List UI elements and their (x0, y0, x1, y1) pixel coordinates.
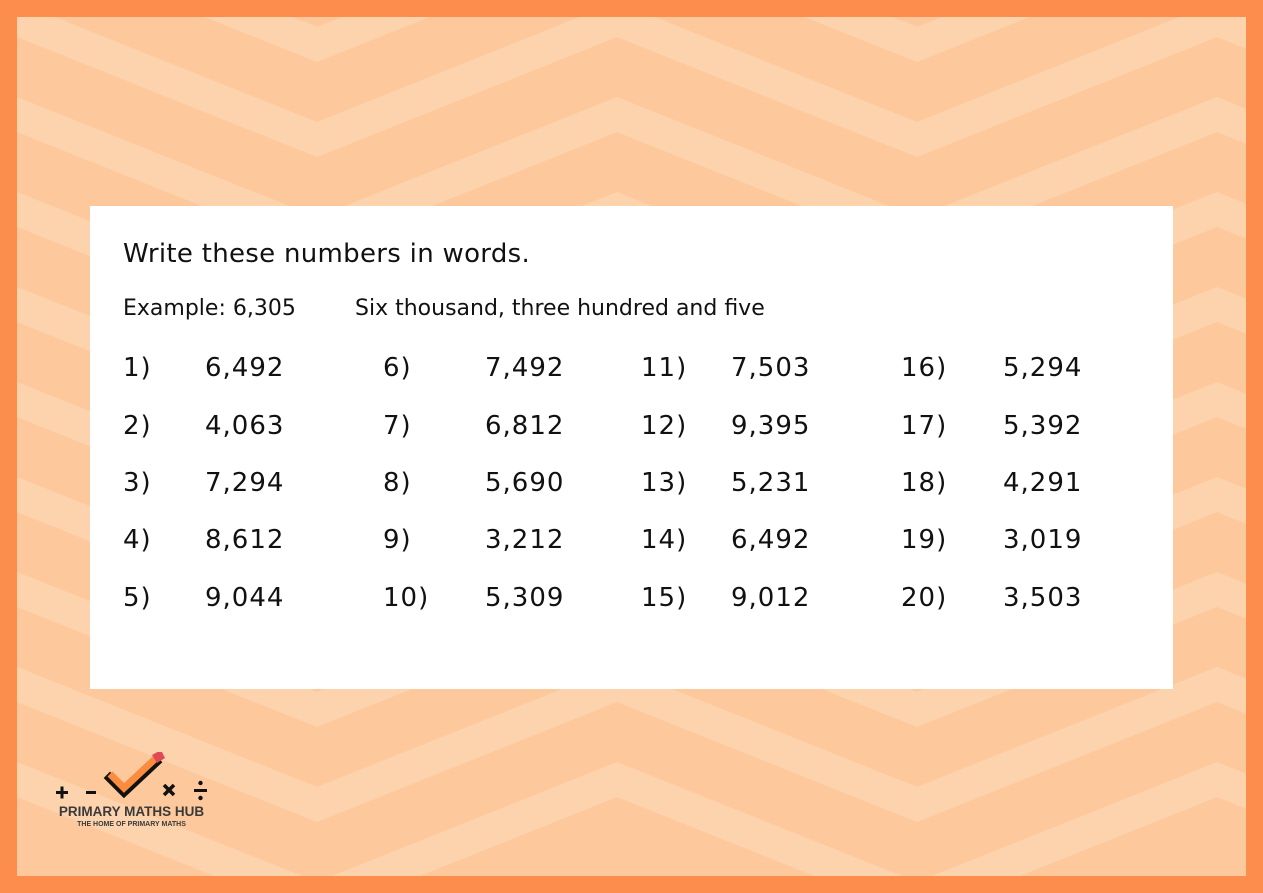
example-number: Example: 6,305 (123, 296, 296, 321)
logo-tagline: THE HOME OF PRIMARY MATHS (77, 821, 186, 828)
question-value: 7,492 (485, 353, 565, 383)
question-value: 5,294 (1003, 353, 1083, 383)
question-value: 3,503 (1003, 583, 1083, 613)
question-number: 4) (123, 525, 152, 555)
question-value: 5,690 (485, 468, 565, 498)
question-number: 1) (123, 353, 152, 383)
question-number: 12) (641, 411, 688, 441)
question-number: 11) (641, 353, 688, 383)
question-number: 6) (383, 353, 412, 383)
question-value: 5,309 (485, 583, 565, 613)
maths-symbols-checkmark-icon (44, 752, 224, 807)
primary-maths-hub-logo (44, 752, 224, 832)
question-value: 9,044 (205, 583, 285, 613)
question-value: 3,019 (1003, 525, 1083, 555)
question-number: 3) (123, 468, 152, 498)
question-value: 6,492 (205, 353, 285, 383)
question-value: 4,291 (1003, 468, 1083, 498)
question-number: 13) (641, 468, 688, 498)
question-number: 15) (641, 583, 688, 613)
worksheet-title: Write these numbers in words. (123, 239, 531, 269)
question-value: 7,503 (731, 353, 811, 383)
question-number: 16) (901, 353, 948, 383)
question-number: 5) (123, 583, 152, 613)
example-answer: Six thousand, three hundred and five (355, 296, 765, 321)
question-value: 4,063 (205, 411, 285, 441)
question-value: 6,492 (731, 525, 811, 555)
logo-name: PRIMARY MATHS HUB (58, 804, 205, 819)
question-value: 6,812 (485, 411, 565, 441)
question-value: 9,395 (731, 411, 811, 441)
question-number: 9) (383, 525, 412, 555)
question-number: 17) (901, 411, 948, 441)
question-value: 5,392 (1003, 411, 1083, 441)
question-value: 8,612 (205, 525, 285, 555)
question-value: 9,012 (731, 583, 811, 613)
question-value: 5,231 (731, 468, 811, 498)
question-number: 14) (641, 525, 688, 555)
question-number: 7) (383, 411, 412, 441)
worksheet-card (90, 206, 1173, 689)
question-number: 10) (383, 583, 430, 613)
question-value: 3,212 (485, 525, 565, 555)
question-number: 20) (901, 583, 948, 613)
question-number: 19) (901, 525, 948, 555)
question-number: 2) (123, 411, 152, 441)
question-number: 18) (901, 468, 948, 498)
question-number: 8) (383, 468, 412, 498)
question-value: 7,294 (205, 468, 285, 498)
